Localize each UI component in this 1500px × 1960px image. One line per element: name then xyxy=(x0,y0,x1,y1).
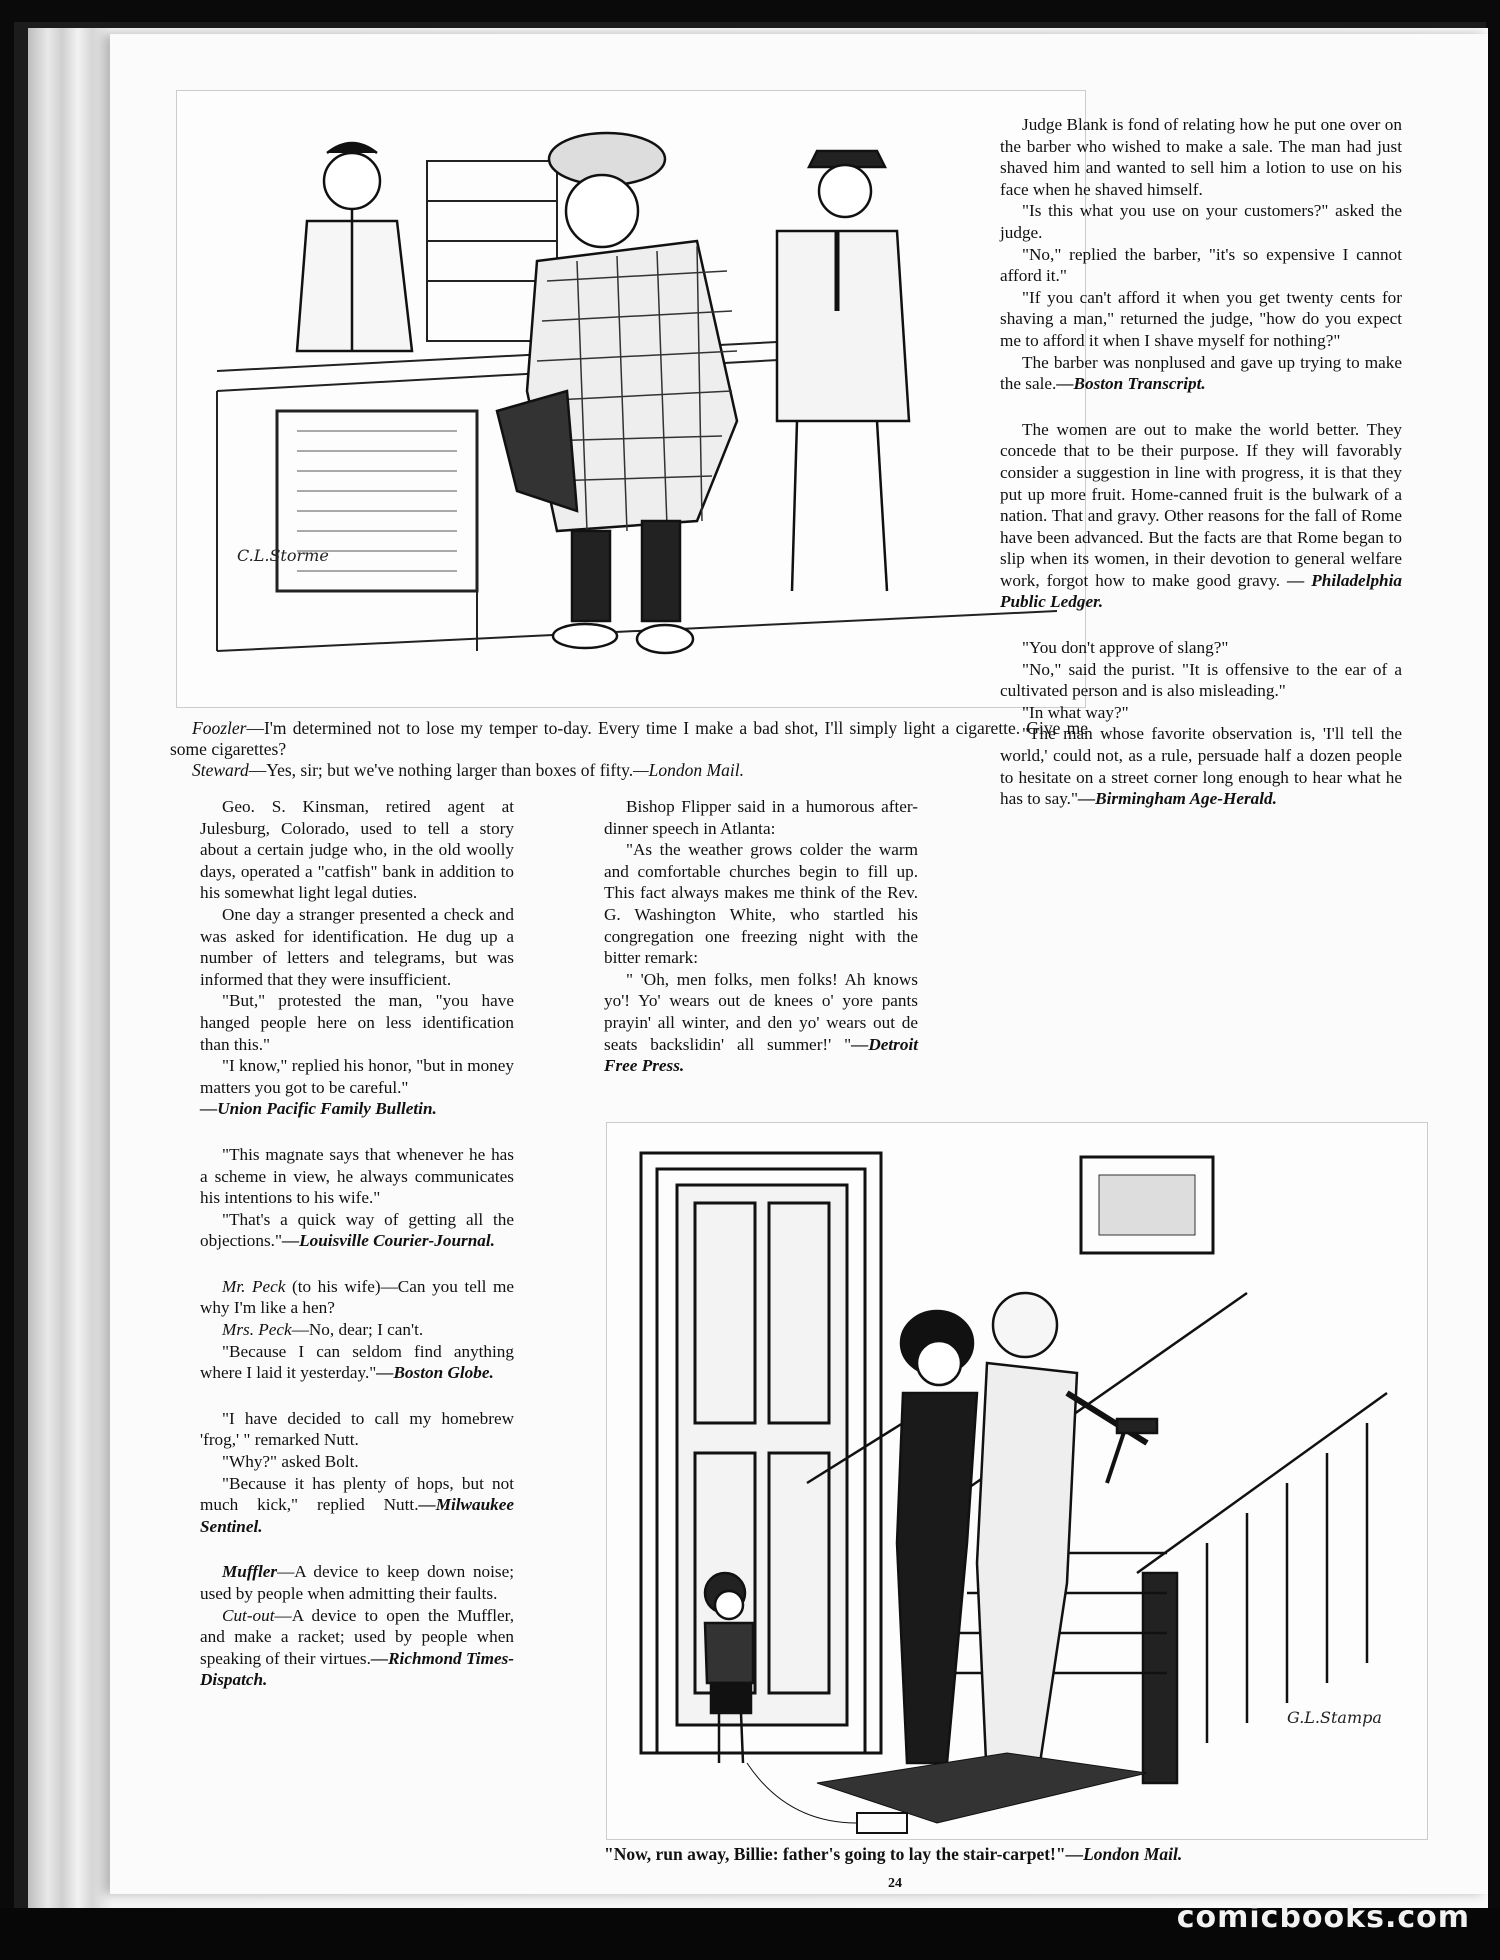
judge-story-p5-text: The barber was nonplused and gave up trying to make the sale. xyxy=(1000,352,1402,394)
milwaukee-sentinel-source: —Milwaukee Sentinel. xyxy=(200,1495,514,1536)
page-number: 24 xyxy=(888,1876,902,1891)
muffler-label: Muffler xyxy=(222,1562,278,1582)
steward-text: —Yes, sir; but we've nothing larger than boxes of fifty. xyxy=(248,760,634,780)
muffler-text: —A device to keep down noise; used by people when admitting their faults. xyxy=(200,1562,514,1603)
kinsman-story-p1: Geo. S. Kinsman, retired agent at Julesburg, Colorado, used to tell a story about a certain judge who, in the old woolly days, operated a "catfish" bank in addition to his somewhat light legal duties. xyxy=(200,797,514,903)
union-pacific-source: —Union Pacific Family Bulletin. xyxy=(200,1099,437,1119)
kinsman-story-p2: One day a stranger presented a check and was asked for identification. He dug up a number of letters and telegrams, but was informed that they were insufficient. xyxy=(200,904,514,989)
bottom-caption-text: "Now, run away, Billie: father's going to lay the stair-carpet!" xyxy=(604,1844,1066,1864)
peck-line3-text: "Because I can seldom find anything where I laid it yesterday." xyxy=(200,1341,514,1383)
frog-story-p3-text: "Because it has plenty of hops, but not much kick," replied Nutt. xyxy=(200,1473,514,1515)
top-caption-source: —London Mail. xyxy=(633,760,744,780)
mrs-peck-text: —No, dear; I can't. xyxy=(291,1320,424,1340)
flipper-story-p3 xyxy=(604,969,918,1077)
steward-label: Steward xyxy=(192,760,249,780)
top-caption-line1 xyxy=(170,718,1088,760)
foozler-text: —I'm determined not to lose my temper to-day. Every time I make a bad shot, I'll simply light a cigarette. Give me some cigarettes? xyxy=(170,718,1088,759)
richmond-source: —Richmond Times-Dispatch. xyxy=(200,1648,514,1690)
peck-line3 xyxy=(200,1341,514,1384)
slang-story-p4-text: "The man whose favorite observation is, 'I'll tell the world,' could not, as a rule, persuade half a dozen people to hesitate on a street corner long enough to hear what he has to say." xyxy=(1000,724,1402,809)
middle-column-text xyxy=(604,796,918,1077)
peck-line1 xyxy=(200,1276,514,1319)
golf-cartoon-drawing xyxy=(177,91,1085,707)
slang-story-p3: "In what way?" xyxy=(1022,702,1129,722)
left-column-text xyxy=(200,796,514,1691)
magnate-story-p2 xyxy=(200,1209,514,1252)
philadelphia-ledger-source: — Philadelphia Public Ledger. xyxy=(1000,570,1402,612)
kinsman-story-p3: "But," protested the man, "you have hanged people here on less identification than this." xyxy=(200,991,514,1054)
peck-line2 xyxy=(200,1319,514,1341)
flipper-story-p1: Bishop Flipper said in a humorous after-dinner speech in Atlanta: xyxy=(604,797,918,838)
boston-transcript-source: —Boston Transcript. xyxy=(1056,374,1206,394)
bottom-cartoon-signature: G.L.Stampa xyxy=(1287,1708,1382,1727)
slang-story-p4 xyxy=(1000,723,1402,809)
kinsman-story-p4: "I know," replied his honor, "but in money matters you got to be careful." xyxy=(200,1056,514,1097)
slang-story-p2: "No," said the purist. "It is offensive to the ear of a cultivated person and is also misleading." xyxy=(1000,659,1402,701)
judge-story-p4: "If you can't afford it when you get twenty cents for shaving a man," returned the judge, "how do you expect me to afford it when I shave myself for nothing?" xyxy=(1000,287,1402,350)
site-watermark: comicbooks.com xyxy=(1176,1900,1470,1935)
frog-story-p3 xyxy=(200,1473,514,1538)
frog-story-p2: "Why?" asked Bolt. xyxy=(222,1452,359,1472)
flipper-story-p3-text: " 'Oh, men folks, men folks! Ah knows yo'! Yo' wears out de knees o' yore pants prayin' all winter, and den yo' wears out de seats backslidin' all summer!' " xyxy=(604,969,918,1054)
flipper-story-p2: "As the weather grows colder the warm and comfortable churches begin to fill up. This fact always makes me think of the Rev. G. Washington White, who startled his congregation one freezing night with the bitter remark: xyxy=(604,840,918,968)
top-cartoon-signature: C.L.Storme xyxy=(237,546,329,565)
magnate-story-p1: "This magnate says that whenever he has a scheme in view, he always communicates his intentions to his wife." xyxy=(200,1144,514,1208)
bottom-caption-source: —London Mail. xyxy=(1065,1844,1183,1864)
mr-peck-label: Mr. Peck xyxy=(222,1276,286,1296)
magnate-story-p2-text: "That's a quick way of getting all the objections." xyxy=(200,1209,514,1251)
detroit-free-press-source: —Detroit Free Press. xyxy=(604,1034,918,1076)
stair-carpet-drawing xyxy=(607,1123,1427,1839)
judge-story-p5 xyxy=(1000,352,1402,395)
judge-story-p2: "Is this what you use on your customers?" asked the judge. xyxy=(1000,201,1402,242)
cutout-text: —A device to open the Muffler, and make a racket; used by people when speaking of their virtues. xyxy=(200,1605,514,1668)
mrs-peck-label: Mrs. Peck xyxy=(222,1320,292,1340)
bottom-cartoon-caption xyxy=(604,1844,1434,1865)
golf-cartoon xyxy=(176,90,1086,708)
louisville-source: —Louisville Courier-Journal. xyxy=(281,1231,495,1251)
cutout-label: Cut-out xyxy=(222,1605,275,1625)
top-cartoon-caption xyxy=(170,718,1088,781)
foozler-label: Foozler xyxy=(192,718,247,738)
mr-peck-text: (to his wife)—Can you tell me why I'm like a hen? xyxy=(200,1276,515,1318)
muffler-definition xyxy=(200,1561,514,1604)
women-story xyxy=(1000,419,1402,613)
boston-globe-source: —Boston Globe. xyxy=(376,1363,494,1383)
birmingham-age-herald-source: —Birmingham Age-Herald. xyxy=(1077,789,1277,809)
judge-story-p1: Judge Blank is fond of relating how he put one over on the barber who wished to make a sale. The man had just shaved him and wanted to sell him a lotion to use on his face when he shaved himself. xyxy=(1000,115,1402,199)
stair-carpet-cartoon xyxy=(606,1122,1428,1840)
frog-story-p1: "I have decided to call my homebrew 'frog,' " remarked Nutt. xyxy=(200,1408,514,1450)
women-story-text: The women are out to make the world better. They concede that to be their purpose. If they will favorably consider a suggestion in line with progress, it is that they put up more fruit. Home-canned fruit is the bulwark of a nation. That and gravy. Other reasons for the fall of Rome have been advanced. But the facts are that Rome began to slip when its women, in their devotion to general welfare work, forgot how to make good gravy. xyxy=(1000,419,1402,590)
right-column-text xyxy=(1000,114,1402,810)
top-caption-line2 xyxy=(170,760,1088,781)
judge-story-p3: "No," replied the barber, "it's so expensive I cannot afford it." xyxy=(1000,244,1402,286)
slang-story-p1: "You don't approve of slang?" xyxy=(1022,638,1229,658)
cutout-definition xyxy=(200,1605,514,1691)
magazine-page xyxy=(110,34,1488,1894)
